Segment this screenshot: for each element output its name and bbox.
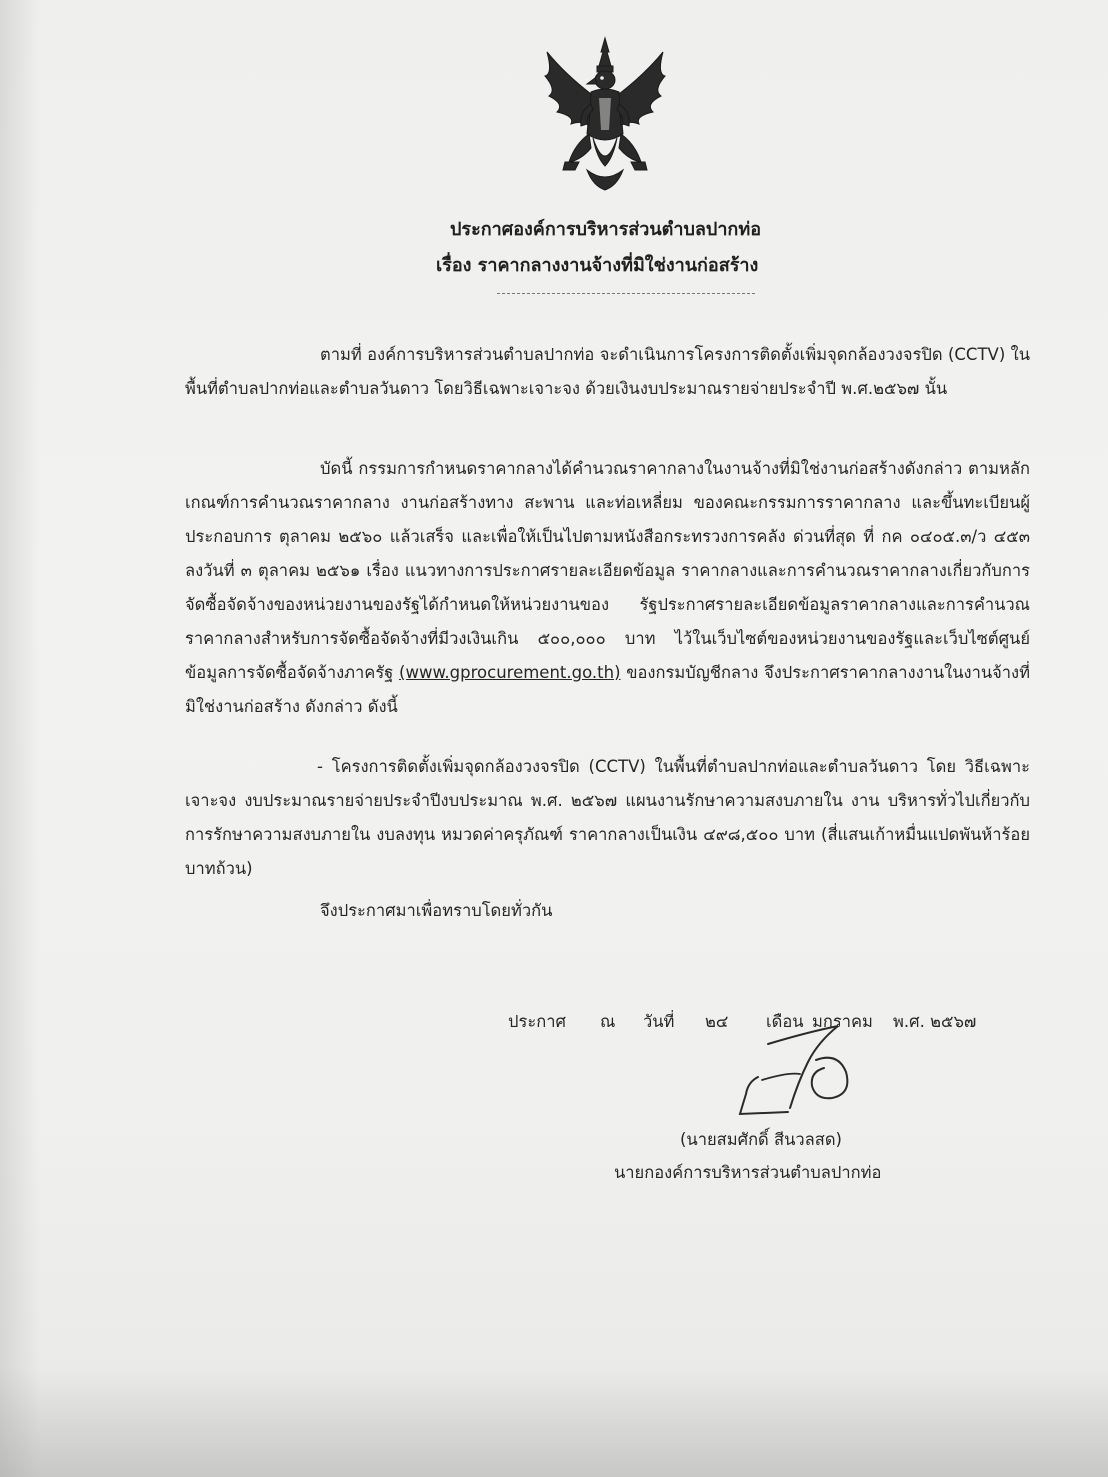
paragraph-intro: ตามที่ องค์การบริหารส่วนตำบลปากท่อ จะดำเนินการโครงการติดตั้งเพิ่มจุดกล้องวงจรปิด (CCTV) ในพื้นที่ตำบลปากท่อและตำบลวันดาว โดยวิธีเฉพาะเจาะจง ด้วยเงินงบประมาณรายจ่ายประจำปี พ.ศ.๒๕๖๗ นั้น bbox=[185, 345, 1030, 398]
garuda-emblem-icon bbox=[535, 34, 675, 194]
title-divider bbox=[497, 293, 755, 294]
date-day-label: วันที่ bbox=[643, 1012, 675, 1031]
page-shadow-bottom bbox=[0, 1367, 1108, 1477]
signature-icon bbox=[728, 1022, 868, 1122]
date-announce-label: ประกาศ bbox=[508, 1012, 566, 1031]
date-month-label: เดือน bbox=[766, 1012, 804, 1031]
date-day-value: ๒๔ bbox=[705, 1012, 729, 1031]
signatory-title: นายกองค์การบริหารส่วนตำบลปากท่อ bbox=[614, 1163, 882, 1182]
paragraph-details-text: บัดนี้ กรรมการกำหนดราคากลางได้คำนวณราคากลางในงานจ้างที่มิใช่งานก่อสร้างดังกล่าว ตามหลักเกณฑ์การคำนวณราคากลาง งานก่อสร้างทาง สะพาน และท่อเหลี่ยม ของคณะกรรมการราคากลาง และขึ้นทะเบียนผู้ประกอบการ ตุลาคม ๒๕๖๐ แล้วเสร็จ และเพื่อให้เป็นไปตามหนังสือกระทรวงการคลัง ด่วนที่สุด ที่ กค ๐๔๐๕.๓/ว ๔๕๓ ลงวันที่ ๓ ตุลาคม ๒๕๖๑ เรื่อง แนวทางการประกาศรายละเอียดข้อมูล ราคากลางและการคำนวณราคากลางเกี่ยวกับการจัดซื้อจัดจ้างของหน่วยงานของรัฐได้กำหนดให้หน่วยงานของ รัฐประกาศรายละเอียดข้อมูลราคากลางและการคำนวณราคากลางสำหรับการจัดซื้อจัดจ้างที่มีวงเงินเกิน ๕๐๐,๐๐๐ บาท ไว้ในเว็บไซต์ของหน่วยงานของรัฐและเว็บไซต์ศูนย์ข้อมูลการจัดซื้อจัดจ้างภาครัฐ bbox=[185, 459, 1030, 682]
gprocurement-link[interactable]: (www.gprocurement.go.th) bbox=[399, 663, 621, 682]
signatory-name: (นายสมศักดิ์ สีนวลสด) bbox=[680, 1130, 842, 1149]
announcement-title: ประกาศองค์การบริหารส่วนตำบลปากท่อ bbox=[450, 219, 762, 240]
date-at-label: ณ bbox=[600, 1012, 616, 1031]
date-year-value: พ.ศ. ๒๕๖๗ bbox=[893, 1012, 977, 1031]
page-shadow-left bbox=[0, 0, 40, 1477]
paragraph-details-text-end: ของกรมบัญชีกลาง จึงประกาศราคากลางงานในงานจ้างที่มิใช่งานก่อสร้าง ดังกล่าว ดังนี้ bbox=[185, 663, 1030, 716]
paragraph-project: - โครงการติดตั้งเพิ่มจุดกล้องวงจรปิด (CCTV) ในพื้นที่ตำบลปากท่อและตำบลวันดาว โดย วิธีเฉพาะเจาะจง งบประมาณรายจ่ายประจำปีงบประมาณ พ.ศ. ๒๕๖๗ แผนงานรักษาความสงบภายใน งาน บริหารทั่วไปเกี่ยวกับการรักษาความสงบภายใน งบลงทุน หมวดค่าครุภัณฑ์ ราคากลางเป็นเงิน ๔๙๘,๕๐๐ บาท (สี่แสนเก้าหมื่นแปดพันห้าร้อยบาทถ้วน) bbox=[185, 757, 1030, 878]
date-month-value: มกราคม bbox=[812, 1012, 873, 1031]
closing-statement: จึงประกาศมาเพื่อทราบโดยทั่วกัน bbox=[320, 901, 553, 920]
announcement-subject: เรื่อง ราคากลางงานจ้างที่มิใช่งานก่อสร้าง bbox=[436, 255, 759, 276]
paragraph-details bbox=[185, 452, 1030, 724]
